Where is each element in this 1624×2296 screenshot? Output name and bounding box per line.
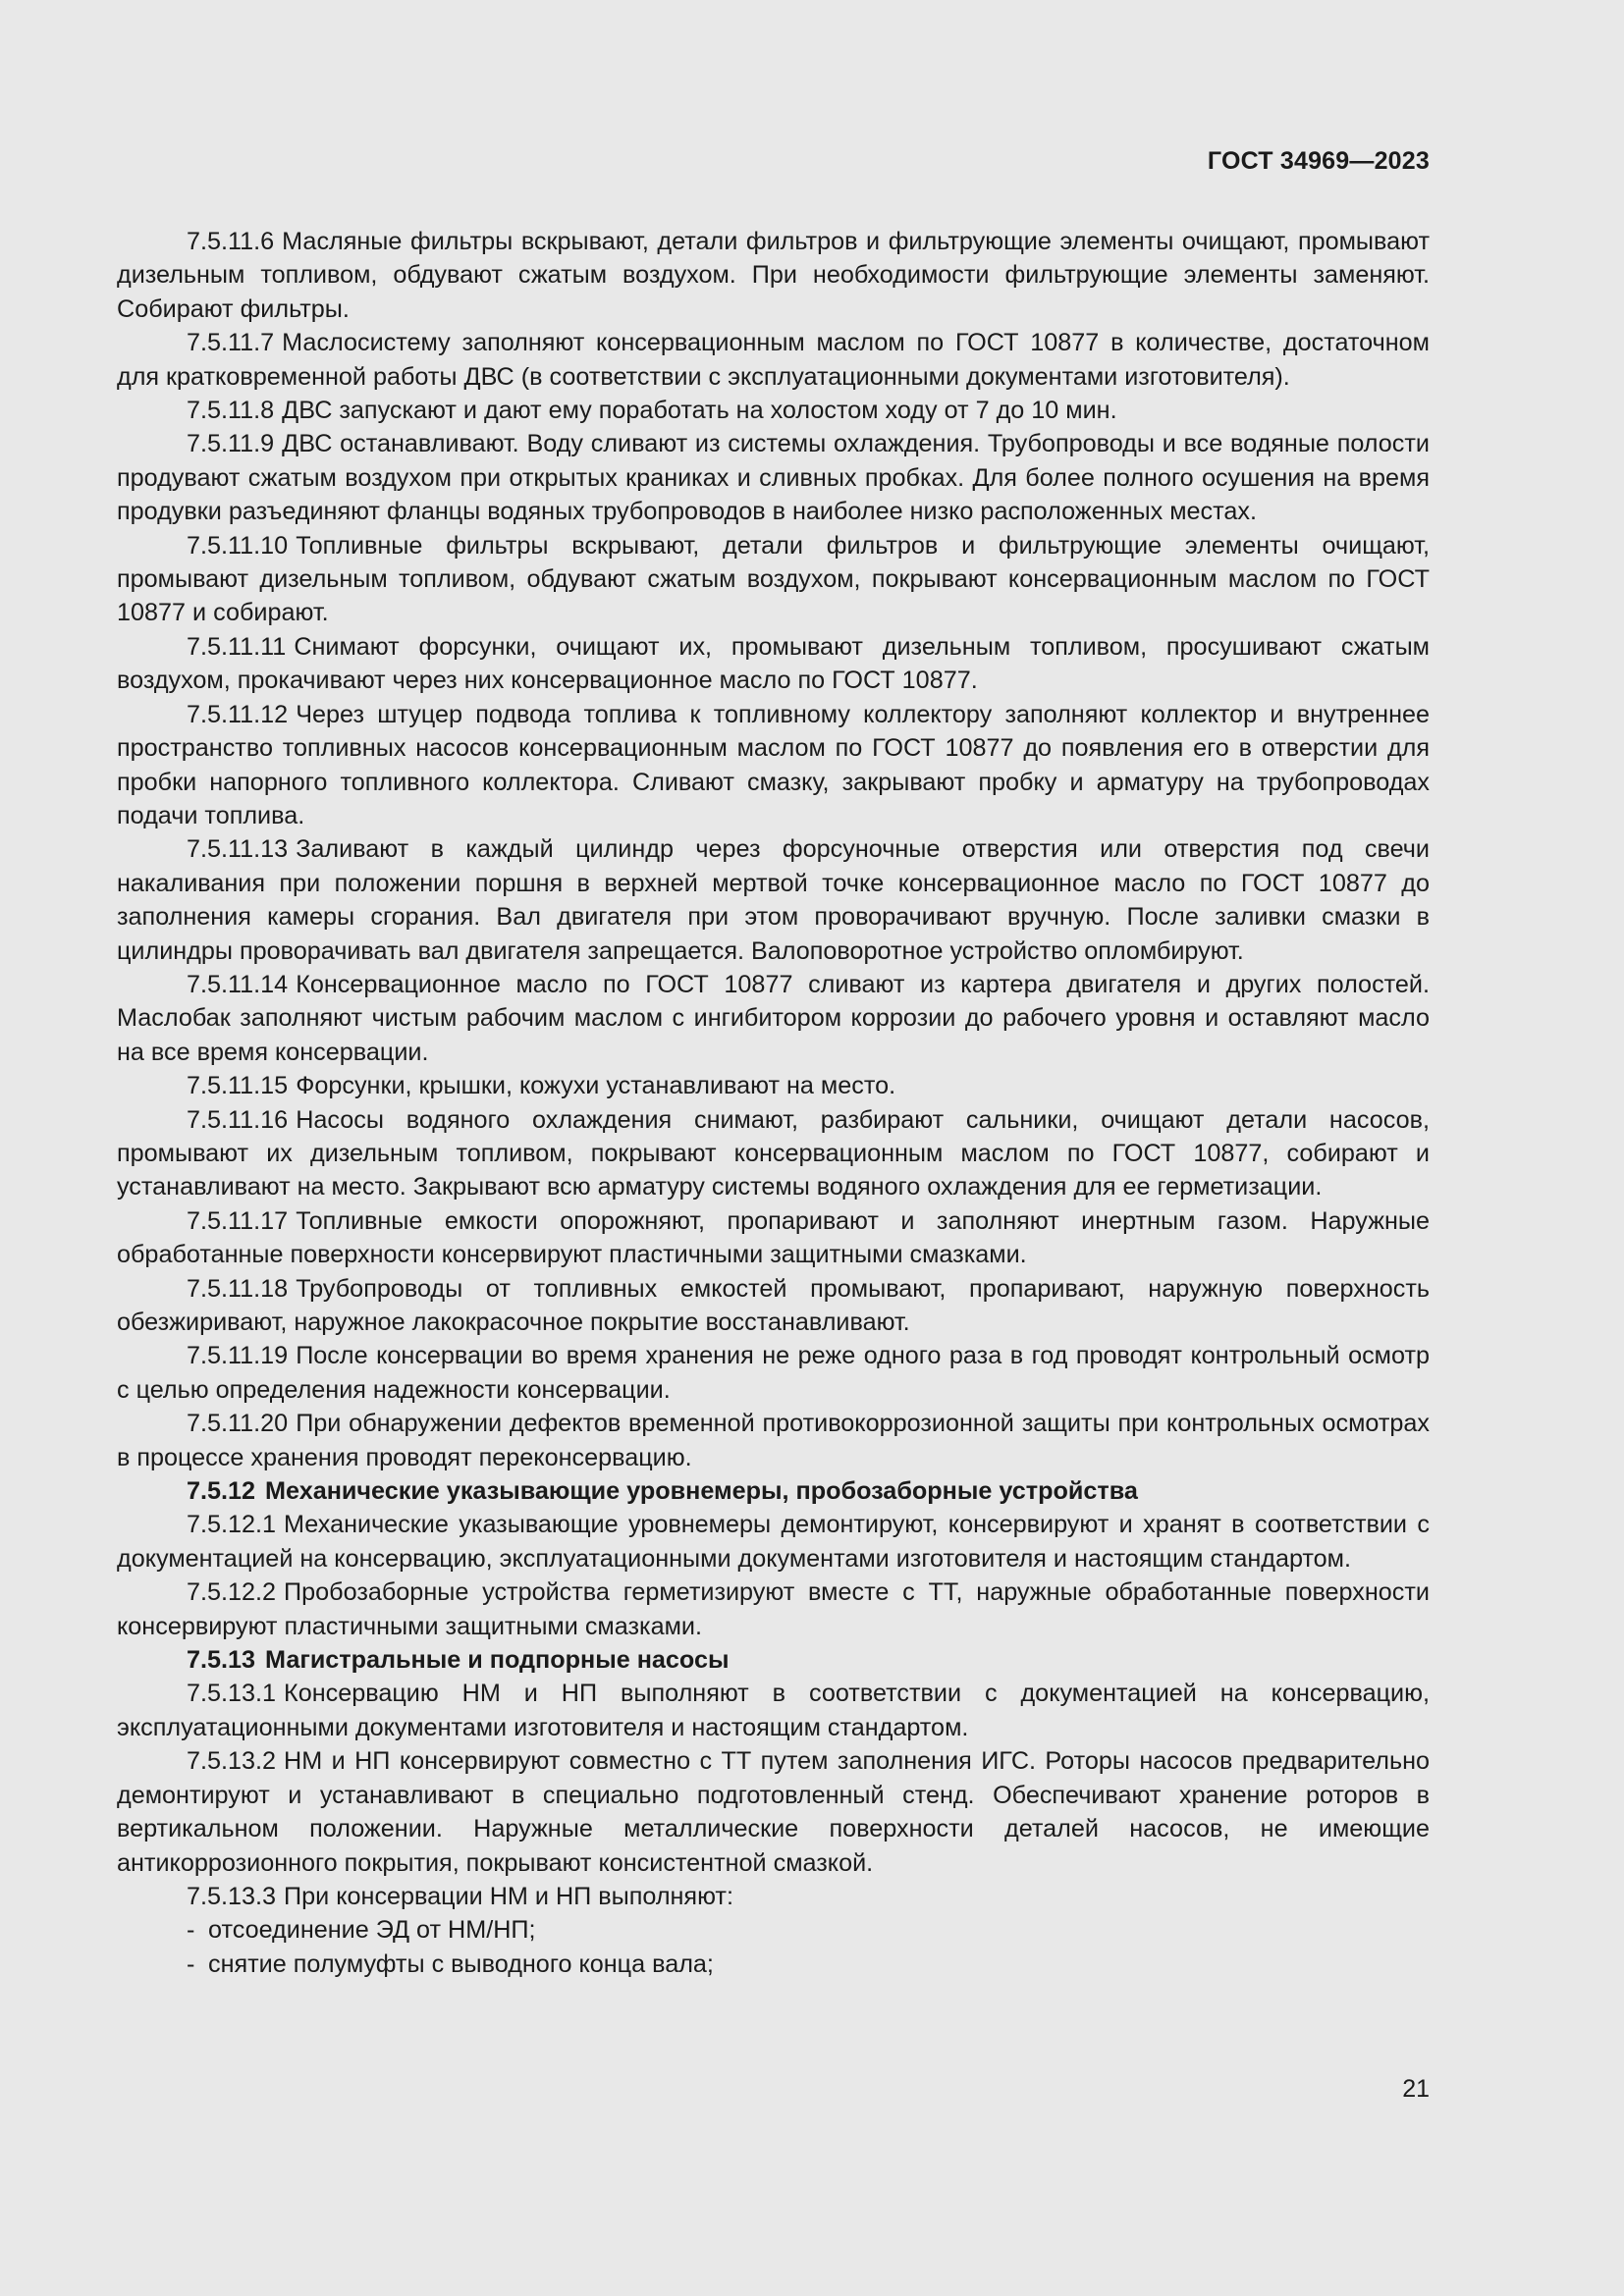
paragraph-text: Снимают форсунки, очищают их, промывают дизельным топливом, просушивают сжатым воздухом, прокачивают через них консервационное масло по ГОСТ 10877.	[117, 632, 1430, 695]
paragraph-7-5-11-10	[117, 529, 1430, 630]
section-number: 7.5.13	[187, 1646, 256, 1675]
paragraph-7-5-11-6	[117, 225, 1430, 326]
paragraph-7-5-11-19	[117, 1339, 1430, 1407]
paragraph-number: 7.5.13.2	[187, 1747, 277, 1776]
paragraph-number: 7.5.11.18	[187, 1274, 289, 1303]
paragraph-text: Трубопроводы от топливных емкостей промывают, пропаривают, наружную поверхность обезжиривают, наружное лакокрасочное покрытие восстанавливают.	[117, 1274, 1430, 1336]
paragraph-text: Насосы водяного охлаждения снимают, разбирают сальники, очищают детали насосов, промывают их дизельным топливом, покрывают консервационным маслом по ГОСТ 10877, собирают и устанавливают на место. Закрывают всю арматуру системы водяного охлаждения для ее герметизации.	[117, 1105, 1430, 1201]
paragraph-number: 7.5.12.2	[187, 1578, 277, 1607]
paragraph-number: 7.5.11.19	[187, 1342, 289, 1370]
document-code-header: ГОСТ 34969—2023	[1207, 147, 1430, 175]
section-title: Механические указывающие уровнемеры, пробозаборные устройства	[265, 1477, 1138, 1506]
paragraph-text: Топливные емкости опорожняют, пропаривают и заполняют инертным газом. Наружные обработанные поверхности консервируют пластичными защитными смазками.	[117, 1206, 1430, 1269]
paragraph-text: ДВС останавливают. Воду сливают из системы охлаждения. Трубопроводы и все водяные полости продувают сжатым воздухом при открытых краниках и сливных пробках. Для более полного осушения на время продувки разъединяют фланцы водяных трубопроводов в наиболее низко расположенных местах.	[117, 430, 1430, 526]
paragraph-number: 7.5.12.1	[187, 1511, 277, 1539]
section-number: 7.5.12	[187, 1477, 256, 1506]
section-heading-7-5-12	[117, 1474, 1430, 1508]
section-title: Магистральные и подпорные насосы	[265, 1646, 730, 1675]
paragraph-number: 7.5.11.20	[187, 1410, 289, 1438]
paragraph-text: Механические указывающие уровнемеры демонтируют, консервируют и хранят в соответствии с документацией на консервацию, эксплуатационными документами изготовителя и настоящим стандартом.	[117, 1511, 1430, 1573]
document-body	[117, 225, 1430, 1981]
paragraph-text: Маслосистему заполняют консервационным маслом по ГОСТ 10877 в количестве, достаточном для кратковременной работы ДВС (в соответствии с эксплуатационными документами изготовителя).	[117, 329, 1430, 391]
paragraph-text: НМ и НП консервируют совместно с ТТ путем заполнения ИГС. Роторы насосов предварительно демонтируют и устанавливают в специально подготовленный стенд. Обеспечивают хранение роторов в вертикальном положении. Наружные металлические поверхности деталей насосов, не имеющие антикоррозионного покрытия, покрывают консистентной смазкой.	[117, 1747, 1430, 1877]
paragraph-text: Пробозаборные устройства герметизируют вместе с ТТ, наружные обработанные поверхности консервируют пластичными защитными смазками.	[117, 1578, 1430, 1640]
paragraph-7-5-11-18	[117, 1272, 1430, 1340]
paragraph-7-5-11-12	[117, 698, 1430, 833]
paragraph-text: Топливные фильтры вскрывают, детали фильтров и фильтрующие элементы очищают, промывают дизельным топливом, обдувают сжатым воздухом, покрывают консервационным маслом по ГОСТ 10877 и собирают.	[117, 531, 1430, 627]
paragraph-number: 7.5.11.8	[187, 397, 275, 425]
paragraph-number: 7.5.11.12	[187, 700, 289, 728]
paragraph-7-5-11-13	[117, 832, 1430, 968]
paragraph-7-5-13-1	[117, 1677, 1430, 1744]
paragraph-number: 7.5.11.13	[187, 835, 289, 864]
paragraph-7-5-11-20	[117, 1407, 1430, 1474]
list-dash: -	[187, 1916, 195, 1945]
paragraph-number: 7.5.11.9	[187, 430, 275, 458]
paragraph-text: Форсунки, крышки, кожухи устанавливают на место.	[296, 1072, 896, 1100]
paragraph-text: ДВС запускают и дают ему поработать на холостом ходу от 7 до 10 мин.	[282, 397, 1117, 425]
paragraph-7-5-11-11	[117, 630, 1430, 698]
paragraph-text: Заливают в каждый цилиндр через форсуночные отверстия или отверстия под свечи накаливания при положении поршня в верхней мертвой точке консервационное масло по ГОСТ 10877 до заполнения камеры сгорания. Вал двигателя при этом проворачивают вручную. После заливки смазки в цилиндры проворачивать вал двигателя запрещается. Валоповоротное устройство опломбируют.	[117, 835, 1430, 965]
paragraph-text: Через штуцер подвода топлива к топливному коллектору заполняют коллектор и внутреннее пространство топливных насосов консервационным маслом по ГОСТ 10877 до появления его в отверстии для пробки напорного топливного коллектора. Сливают смазку, закрывают пробку и арматуру на трубопроводах подачи топлива.	[117, 700, 1430, 829]
paragraph-7-5-11-14	[117, 968, 1430, 1069]
paragraph-number: 7.5.11.15	[187, 1072, 289, 1100]
paragraph-text: Масляные фильтры вскрывают, детали фильтров и фильтрующие элементы очищают, промывают дизельным топливом, обдувают сжатым воздухом. При необходимости фильтрующие элементы заменяют. Собирают фильтры.	[117, 228, 1430, 323]
paragraph-7-5-12-2	[117, 1575, 1430, 1643]
paragraph-text: После консервации во время хранения не реже одного раза в год проводят контрольный осмотр с целью определения надежности консервации.	[117, 1342, 1430, 1404]
paragraph-number: 7.5.11.16	[187, 1105, 289, 1134]
paragraph-number: 7.5.11.7	[187, 329, 275, 357]
paragraph-number: 7.5.13.1	[187, 1680, 277, 1708]
paragraph-number: 7.5.11.10	[187, 531, 289, 560]
list-dash: -	[187, 1949, 195, 1978]
paragraph-7-5-11-9	[117, 427, 1430, 528]
paragraph-7-5-11-7	[117, 326, 1430, 394]
paragraph-number: 7.5.11.14	[187, 970, 289, 998]
paragraph-text: Консервационное масло по ГОСТ 10877 сливают из картера двигателя и других полостей. Маслобак заполняют чистым рабочим маслом с ингибитором коррозии до рабочего уровня и оставляют масло на все время консервации.	[117, 970, 1430, 1066]
paragraph-7-5-11-15	[117, 1069, 1430, 1102]
paragraph-7-5-11-8	[117, 394, 1430, 427]
paragraph-7-5-13-2	[117, 1744, 1430, 1880]
paragraph-number: 7.5.11.6	[187, 228, 275, 255]
list-item-text: отсоединение ЭД от НМ/НП;	[208, 1916, 536, 1945]
paragraph-text: Консервацию НМ и НП выполняют в соответствии с документацией на консервацию, эксплуатационными документами изготовителя и настоящим стандартом.	[117, 1680, 1430, 1741]
paragraph-number: 7.5.11.11	[187, 632, 287, 661]
list-item-text: снятие полумуфты с выводного конца вала;	[208, 1949, 714, 1978]
paragraph-number: 7.5.11.17	[187, 1206, 289, 1235]
page-number: 21	[1402, 2075, 1430, 2103]
paragraph-text: При консервации НМ и НП выполняют:	[284, 1882, 733, 1910]
paragraph-7-5-13-3	[117, 1880, 1430, 1913]
section-heading-7-5-13	[117, 1643, 1430, 1677]
paragraph-text: При обнаружении дефектов временной противокоррозионной защиты при контрольных осмотрах в процессе хранения проводят переконсервацию.	[117, 1410, 1430, 1471]
list-item	[117, 1948, 1430, 1981]
paragraph-7-5-11-16	[117, 1103, 1430, 1204]
paragraph-7-5-12-1	[117, 1508, 1430, 1575]
list-item	[117, 1913, 1430, 1947]
paragraph-7-5-11-17	[117, 1204, 1430, 1272]
paragraph-number: 7.5.13.3	[187, 1882, 277, 1910]
